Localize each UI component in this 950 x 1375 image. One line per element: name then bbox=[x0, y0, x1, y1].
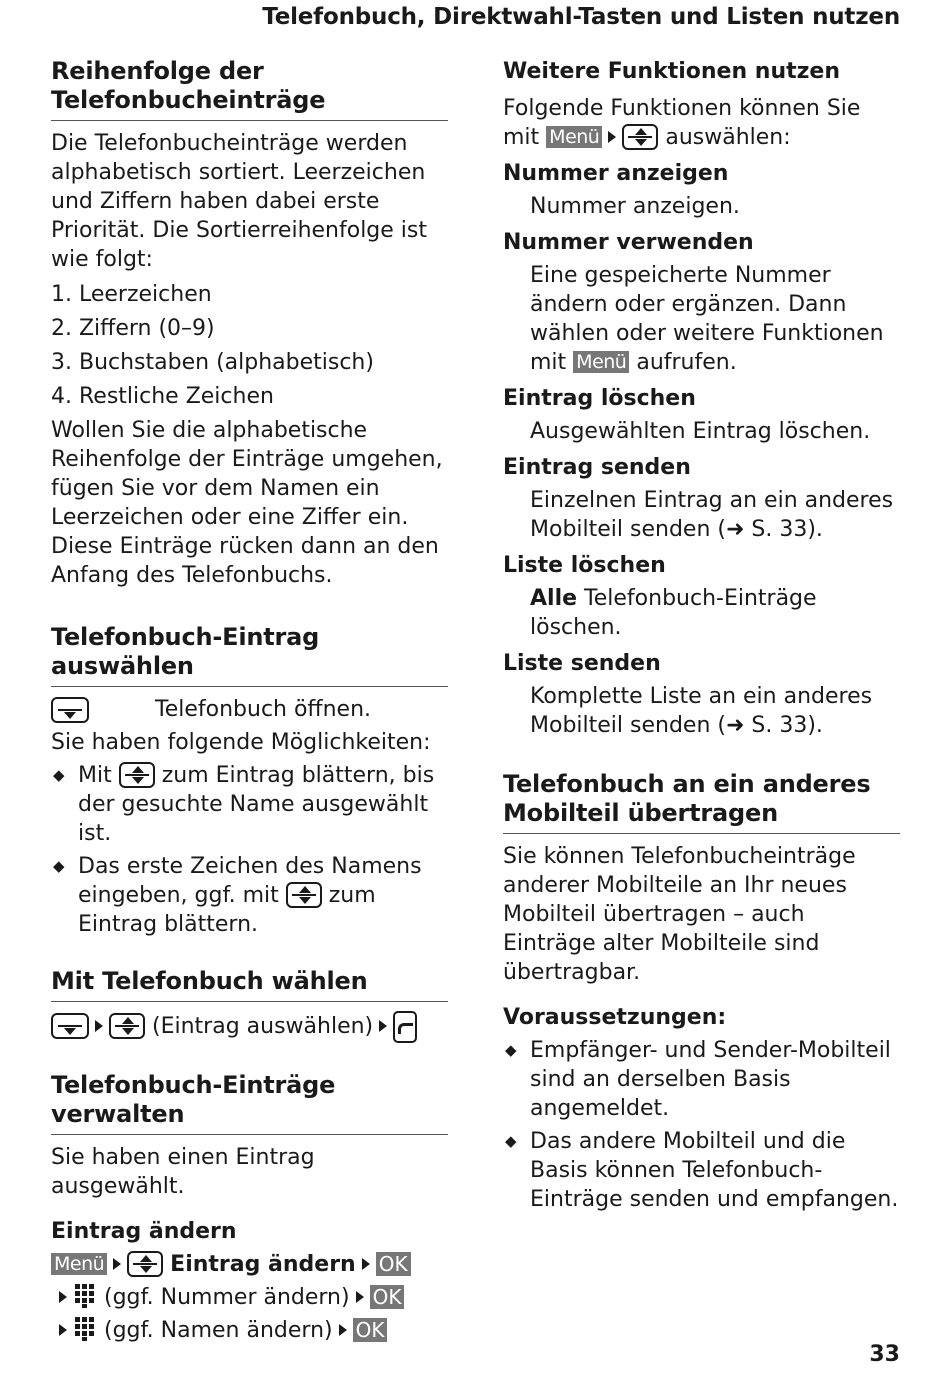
function-desc: Nummer anzeigen. bbox=[530, 194, 740, 219]
function-term: Eintrag senden bbox=[503, 455, 691, 480]
keypad-icon bbox=[75, 1317, 95, 1341]
ok-softkey: OK bbox=[376, 1252, 411, 1276]
phonebook-key-icon bbox=[51, 697, 89, 723]
ok-softkey: OK bbox=[353, 1318, 388, 1342]
running-header: Telefonbuch, Direktwahl-Tasten und Listen nutzen bbox=[262, 4, 900, 30]
open-phonebook-label: Telefonbuch öffnen. bbox=[155, 697, 372, 722]
navigation-key-icon bbox=[109, 1013, 145, 1039]
change-number-label: (ggf. Nummer ändern) bbox=[104, 1285, 350, 1310]
section-title-select-entry: Telefonbuch-Eintrag auswählen bbox=[51, 623, 448, 687]
arrow-right-icon bbox=[379, 1020, 387, 1032]
arrow-right-icon bbox=[608, 131, 616, 143]
menu-softkey: Menü bbox=[51, 1253, 107, 1275]
change-name-label: (ggf. Namen ändern) bbox=[104, 1318, 333, 1343]
options-intro: Sie haben folgende Möglichkeiten: bbox=[51, 730, 431, 755]
function-desc: Ausgewählten Eintrag löschen. bbox=[530, 419, 871, 444]
ok-softkey: OK bbox=[370, 1285, 405, 1309]
function-desc: Komplette Liste an ein anderes Mobilteil senden (➜ S. 33). bbox=[530, 684, 873, 738]
manage-intro: Sie haben einen Eintrag ausgewählt. bbox=[51, 1145, 315, 1199]
page-number: 33 bbox=[869, 1342, 900, 1367]
list-item: ◆ Mit zum Eintrag blättern, bis der gesuchte Name ausgewählt ist. bbox=[51, 761, 448, 848]
list-item: ◆ Das andere Mobilteil und die Basis können Telefonbuch-Einträge senden und empfangen. bbox=[503, 1127, 900, 1214]
function-term: Liste löschen bbox=[503, 553, 666, 578]
navigation-key-icon bbox=[622, 124, 658, 150]
arrow-right-icon bbox=[113, 1258, 121, 1270]
section-title-sort-order: Reihenfolge der Telefonbucheinträge bbox=[51, 57, 448, 121]
function-desc: Einzelnen Eintrag an ein anderes Mobilteil senden (➜ S. 33). bbox=[530, 488, 894, 542]
section-title-dial-from-phonebook: Mit Telefonbuch wählen bbox=[51, 967, 448, 1002]
navigation-key-icon bbox=[119, 762, 155, 788]
arrow-right-icon bbox=[339, 1324, 347, 1336]
edit-step-2 bbox=[51, 1283, 448, 1312]
navigation-key-icon bbox=[127, 1251, 163, 1277]
arrow-right-icon bbox=[356, 1291, 364, 1303]
requirements-list bbox=[503, 1036, 900, 1214]
arrow-right-icon bbox=[95, 1020, 103, 1032]
edit-entry-label: Eintrag ändern bbox=[170, 1252, 356, 1277]
menu-softkey: Menü bbox=[546, 126, 602, 148]
arrow-right-icon bbox=[362, 1258, 370, 1270]
subsection-edit-entry: Eintrag ändern bbox=[51, 1219, 237, 1244]
dial-steps bbox=[51, 1011, 448, 1043]
navigation-key-icon bbox=[286, 882, 322, 908]
edit-step-1 bbox=[51, 1250, 448, 1279]
list-item: 4. Restliche Zeichen bbox=[51, 384, 274, 409]
phonebook-key-icon bbox=[51, 1013, 89, 1039]
transfer-intro: Sie können Telefonbucheinträge anderer Mobilteile an Ihr neues Mobilteil übertragen – auch Einträge alter Mobilteile sind übertragbar. bbox=[503, 844, 856, 985]
arrow-right-icon bbox=[59, 1324, 67, 1336]
function-desc: Alle Telefonbuch-Einträge löschen. bbox=[530, 586, 817, 640]
functions-intro: Folgende Funktionen können Sie mit Menü auswählen: bbox=[503, 96, 861, 150]
edit-step-3 bbox=[51, 1316, 448, 1345]
function-term: Nummer anzeigen bbox=[503, 161, 729, 186]
requirements-title: Voraussetzungen: bbox=[503, 1005, 727, 1030]
menu-softkey: Menü bbox=[573, 351, 629, 373]
list-item: 3. Buchstaben (alphabetisch) bbox=[51, 350, 374, 375]
options-list bbox=[51, 761, 448, 939]
function-desc: Eine gespeicherte Nummer ändern oder ergänzen. Dann wählen oder weitere Funktionen mit Menü aufrufen. bbox=[530, 263, 884, 375]
paragraph-sort-outro: Wollen Sie die alphabetische Reihenfolge der Einträge umgehen, fügen Sie vor dem Namen ein Leerzeichen oder eine Ziffer ein. Diese Einträge rücken dann an den Anfang des Telefonbuchs. bbox=[51, 418, 443, 588]
right-column bbox=[503, 57, 900, 1214]
section-title-manage-entries: Telefonbuch-Einträge verwalten bbox=[51, 1071, 448, 1135]
list-item: ◆ Das erste Zeichen des Namens eingeben, ggf. mit zum Eintrag blättern. bbox=[51, 852, 448, 939]
list-item: 1. Leerzeichen bbox=[51, 282, 212, 307]
function-term: Liste senden bbox=[503, 651, 661, 676]
paragraph-sort-intro: Die Telefonbucheinträge werden alphabetisch sortiert. Leerzeichen und Ziffern haben dabei erste Priorität. Die Sortierreihenfolge ist wie folgt: bbox=[51, 131, 427, 272]
list-item: ◆ Empfänger- und Sender-Mobilteil sind an derselben Basis angemeldet. bbox=[503, 1036, 900, 1123]
arrow-right-icon bbox=[59, 1291, 67, 1303]
talk-key-icon bbox=[393, 1011, 417, 1043]
function-term: Nummer verwenden bbox=[503, 230, 754, 255]
left-column bbox=[51, 57, 448, 1345]
sort-order-list bbox=[51, 278, 448, 414]
keypad-icon bbox=[75, 1284, 95, 1308]
list-item: 2. Ziffern (0–9) bbox=[51, 316, 215, 341]
function-term: Eintrag löschen bbox=[503, 386, 696, 411]
select-entry-label: (Eintrag auswählen) bbox=[152, 1014, 374, 1039]
section-title-transfer-phonebook: Telefonbuch an ein anderes Mobilteil übertragen bbox=[503, 770, 900, 834]
section-title-more-functions: Weitere Funktionen nutzen bbox=[503, 59, 841, 84]
